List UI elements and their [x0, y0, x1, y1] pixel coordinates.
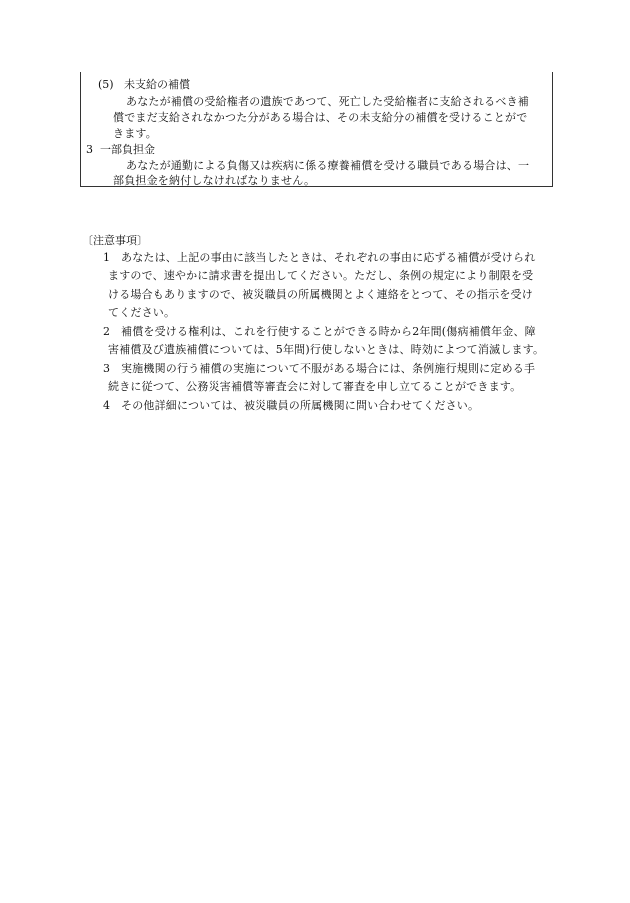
item3-number: 3 — [86, 143, 93, 156]
note-3-line-1: 実施機関の行う補償の実施について不服がある場合には、条例施行規則に定める手 — [121, 362, 536, 375]
item5-body-line-2: 償でまだ支給されなかつた分がある場合は、その未支給分の補償を受けることがで — [113, 111, 528, 124]
note-1-number: 1 — [103, 251, 110, 264]
note-1-line-1: あなたは、上記の事由に該当したときは、それぞれの事由に応ずる補償が受けられ — [121, 251, 536, 264]
item3-body-line-1: あなたが通勤による負傷又は疾病に係る療養補償を受ける職員である場合は、一 — [126, 159, 530, 172]
notes-heading: 〔注意事項〕 — [82, 234, 148, 247]
item3-heading: 一部負担金 — [100, 143, 155, 156]
note-2-line-2: 害補償及び遺族補償については、5年間)行使しないときは、時効によつて消滅します。 — [108, 343, 545, 356]
note-2-number: 2 — [103, 325, 110, 338]
item3-body-line-2: 部負担金を納付しなければなりません。 — [113, 174, 316, 187]
note-3-line-2: 続きに従つて、公務災害補償等審査会に対して審査を申し立てることができます。 — [108, 380, 522, 393]
note-1-line-4: てください。 — [108, 306, 176, 319]
note-3-number: 3 — [103, 362, 110, 375]
item5-body-line-3: きます。 — [113, 127, 157, 140]
note-4-line-1: その他詳細については、被災職員の所属機関に問い合わせてください。 — [121, 399, 480, 412]
item5-body-line-1: あなたが補償の受給権者の遺族であつて、死亡した受給権者に支給されるべき補 — [126, 95, 529, 108]
item5-number: (5) — [98, 78, 114, 91]
note-1-line-3: ける場合もありますので、被災職員の所属機関とよく連絡をとつて、その指示を受け — [108, 288, 533, 301]
item5-heading: 未支給の補償 — [124, 78, 190, 91]
note-2-line-1: 補償を受ける権利は、これを行使することができる時から2年間(傷病補償年金、障 — [121, 325, 536, 338]
note-1-line-2: ますので、速やかに請求書を提出してください。ただし、条例の規定により制限を受 — [108, 269, 534, 282]
note-4-number: 4 — [103, 399, 110, 412]
